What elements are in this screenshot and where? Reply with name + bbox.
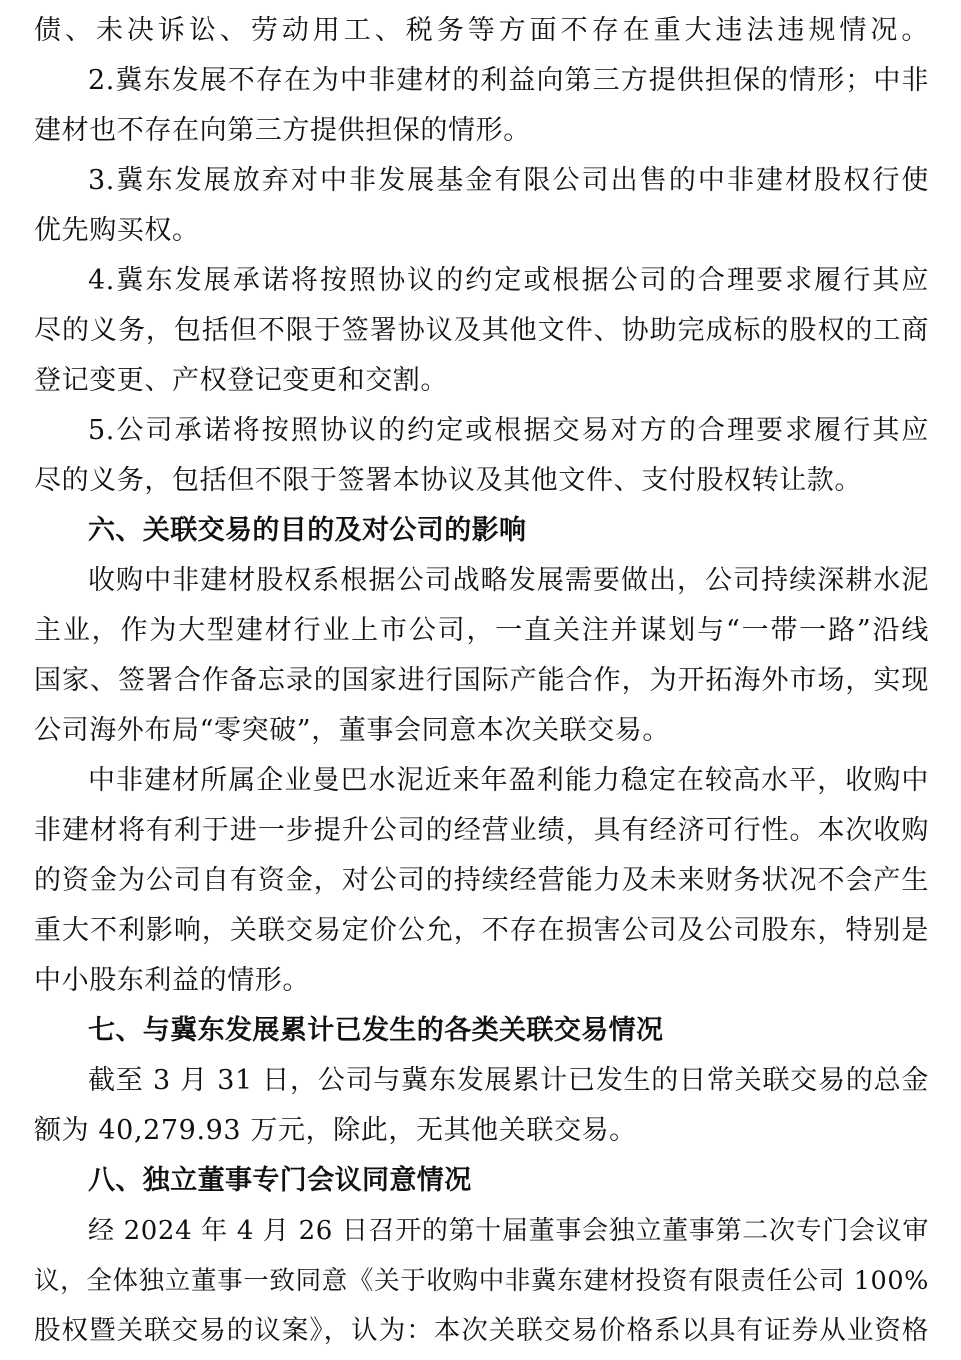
section-heading: 八、独立董事专门会议同意情况 [88,1165,472,1196]
body-text-line: 公司海外布局“零突破”，董事会同意本次关联交易。 [34,715,671,746]
body-text-line: 股权暨关联交易的议案》，认为：本次关联交易价格系以具有证券从业资格 [34,1315,929,1346]
body-text-line: 的资金为公司自有资金，对公司的持续经营能力及未来财务状况不会产生 [34,865,929,896]
body-text-line: 尽的义务，包括但不限于签署本协议及其他文件、支付股权转让款。 [34,465,862,496]
body-text-line: 债、未决诉讼、劳动用工、税务等方面不存在重大违法违规情况。 [34,15,929,46]
section-heading: 六、关联交易的目的及对公司的影响 [88,515,527,546]
body-text-line: 登记变更、产权登记变更和交割。 [34,365,448,396]
body-text-line: 中小股东利益的情形。 [34,965,310,996]
body-text-line: 额为 40,279.93 万元，除此，无其他关联交易。 [34,1115,637,1146]
body-text-line: 中非建材所属企业曼巴水泥近来年盈利能力稳定在较高水平，收购中 [88,765,929,796]
body-text-line: 4.冀东发展承诺将按照协议的约定或根据公司的合理要求履行其应 [88,265,929,296]
body-text-line: 国家、签署合作备忘录的国家进行国际产能合作，为开拓海外市场，实现 [34,665,929,696]
section-heading: 七、与冀东发展累计已发生的各类关联交易情况 [88,1015,664,1046]
body-text-line: 优先购买权。 [34,215,200,246]
body-text-line: 经 2024 年 4 月 26 日召开的第十届董事会独立董事第二次专门会议审 [88,1216,929,1246]
body-text-line: 截至 3 月 31 日，公司与冀东发展累计已发生的日常关联交易的总金 [88,1065,929,1096]
body-text-line: 主业，作为大型建材行业上市公司，一直关注并谋划与“一带一路”沿线 [34,615,929,646]
body-text-line: 非建材将有利于进一步提升公司的经营业绩，具有经济可行性。本次收购 [34,815,929,846]
body-text-line: 尽的义务，包括但不限于签署协议及其他文件、协助完成标的股权的工商 [34,315,929,346]
body-text-line: 重大不利影响，关联交易定价公允，不存在损害公司及公司股东，特别是 [34,915,929,946]
body-text-line: 5.公司承诺将按照协议的约定或根据交易对方的合理要求履行其应 [88,415,929,446]
body-text-line: 议，全体独立董事一致同意《关于收购中非冀东建材投资有限责任公司 100% [34,1266,929,1296]
body-text-line: 2.冀东发展不存在为中非建材的利益向第三方提供担保的情形；中非 [88,65,929,96]
body-text-line: 收购中非建材股权系根据公司战略发展需要做出，公司持续深耕水泥 [88,565,929,596]
body-text-line: 3.冀东发展放弃对中非发展基金有限公司出售的中非建材股权行使 [88,165,929,196]
body-text-line: 建材也不存在向第三方提供担保的情形。 [34,115,531,146]
